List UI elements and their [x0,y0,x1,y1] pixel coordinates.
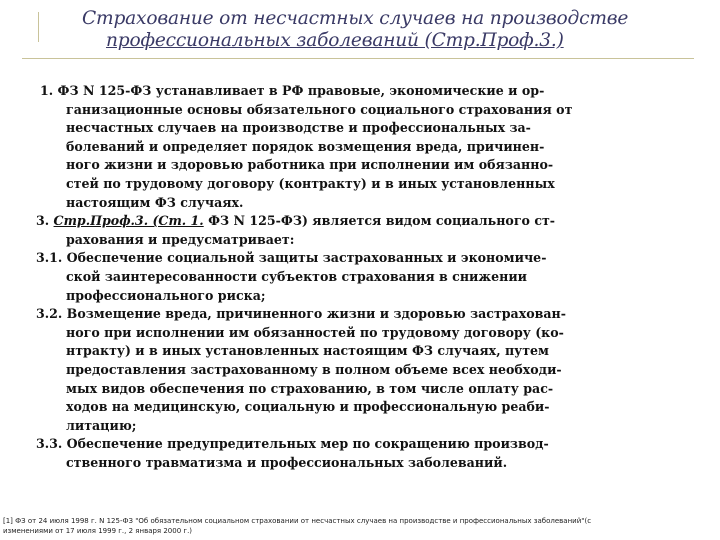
paragraph-3-1 [36,249,688,305]
text-line: стей по трудовому договору (контракту) и в иных установленных [66,175,555,191]
title-line-2: профессиональных заболеваний (Стр.Проф.3.) [106,30,564,51]
text-line: литацию; [66,417,137,433]
paragraph-1 [36,82,688,212]
footnote-line: изменениями от 17 июля 1999 г., 2 января 2000 г.) [3,527,193,535]
footnote-line: [1] ФЗ от 24 июля 1998 г. N 125-ФЗ "Об обязательном социальном страховании от несчастных случаев на производстве и профессиональных заболеваний"(с [3,517,592,525]
text-line: ного жизни и здоровью работника при исполнении им обязанно- [66,157,554,173]
text-line: 3.3. Обеспечение предупредительных мер по сокращению производ- [36,436,549,452]
text-line: мых видов обеспечения по страхованию, в том числе оплату рас- [66,380,554,396]
slide-title [82,8,720,52]
text-line: несчастных случаев на производстве и профессиональных за- [66,120,531,136]
paragraph-number: 3. [36,213,54,229]
title-line-1: Страхование от несчастных случаев на производстве [82,8,629,29]
footnote [3,516,715,536]
text-span: ФЗ N 125-ФЗ) является видом социального ст- [203,213,556,229]
frame-line-vertical [38,12,39,42]
text-line: рахования и предусматривает: [66,231,295,247]
text-line: 3.1. Обеспечение социальной защиты застрахованных и экономиче- [36,250,547,266]
text-line: нтракту) и в иных установленных настоящим ФЗ случаях, путем [66,343,549,359]
text-line: настоящим ФЗ случаях. [66,194,244,210]
text-line: 3.2. Возмещение вреда, причиненного жизни и здоровью застрахован- [36,306,566,322]
text-line: ганизационные основы обязательного социального страхования от [66,101,573,117]
text-line: предоставления застрахованному в полном объеме всех необходи- [66,361,562,377]
text-line: ской заинтересованности субъектов страхования в снижении [66,268,528,284]
paragraph-3 [36,212,688,249]
paragraph-3-2 [36,305,688,435]
text-line: ходов на медицинскую, социальную и профессиональную реаби- [66,399,550,415]
article-reference: Стр.Проф.3. (Ст. 1. [53,213,204,229]
slide-body [36,82,688,472]
text-line: ственного травматизма и профессиональных заболеваний. [66,454,508,470]
text-line: профессионального риска; [66,287,266,303]
text-line: болеваний и определяет порядок возмещения вреда, причинен- [66,138,545,154]
frame-line-horizontal [22,58,694,59]
text-line: ного при исполнении им обязанностей по трудовому договору (ко- [66,324,564,340]
text-line [36,212,688,231]
text-line: 1. ФЗ N 125-ФЗ устанавливает в РФ правовые, экономические и ор- [40,83,545,98]
paragraph-3-3 [36,435,688,472]
